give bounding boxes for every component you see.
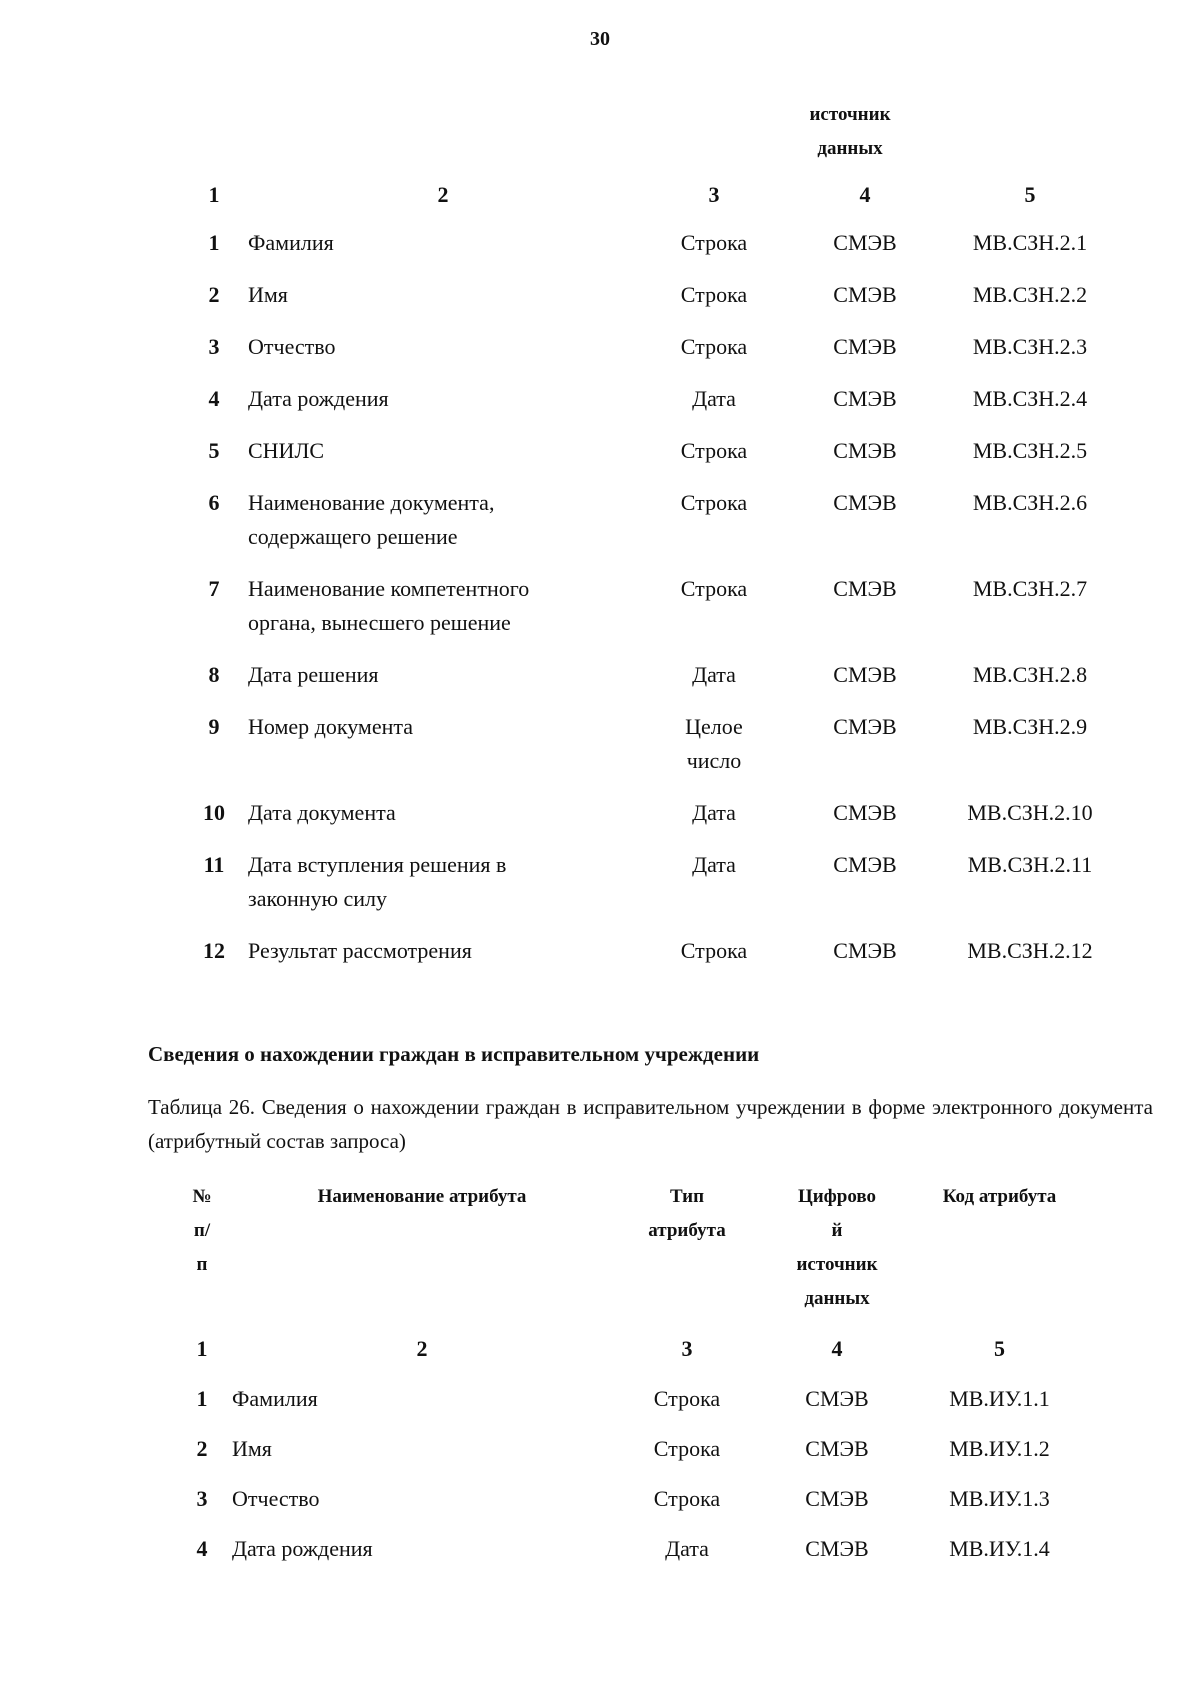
table-row (180, 796, 1120, 848)
table1-colnum-1: 1 (208, 182, 220, 207)
row-number-cell: 12 (203, 938, 225, 963)
data-source-cell: СМЭВ (805, 1436, 869, 1461)
row-number-cell: 10 (203, 800, 225, 825)
table2-header-type: Тип атрибута (648, 1186, 726, 1241)
data-source-cell: СМЭВ (833, 438, 897, 463)
attribute-type-cell: Дата (692, 386, 736, 411)
row-number-cell: 11 (203, 852, 225, 877)
table2-colnum-1: 1 (196, 1336, 208, 1361)
attribute-code-cell: МВ.СЗН.2.5 (972, 438, 1088, 463)
data-source-cell: СМЭВ (833, 852, 897, 877)
attribute-name-cell: Имя (248, 282, 288, 307)
table1-colnum-2: 2 (437, 182, 449, 207)
attribute-type-cell: Строка (680, 438, 748, 463)
section-heading: Сведения о нахождении граждан в исправительном учреждении (148, 1042, 760, 1066)
attribute-type-cell: Дата (665, 1536, 709, 1561)
table-row (172, 1482, 1087, 1532)
table1-body (180, 178, 1120, 986)
attribute-code-cell: МВ.СЗН.2.7 (972, 576, 1088, 601)
table1-colnum-4: 4 (859, 182, 871, 207)
attribute-type-cell: Дата (692, 800, 736, 825)
attribute-name-cell: Фамилия (232, 1386, 318, 1411)
data-source-cell: СМЭВ (833, 938, 897, 963)
row-number-cell: 9 (208, 714, 220, 739)
attribute-code-cell: МВ.ИУ.1.4 (949, 1536, 1050, 1561)
attribute-name-cell: СНИЛС (248, 438, 325, 463)
attribute-code-cell: МВ.СЗН.2.9 (972, 714, 1088, 739)
attribute-name-cell: Имя (232, 1436, 272, 1461)
table2-body (172, 1180, 1087, 1582)
attribute-code-cell: МВ.СЗН.2.8 (972, 662, 1088, 687)
row-number-cell: 6 (208, 490, 220, 515)
table-row (180, 226, 1120, 278)
attribute-name-cell: Дата решения (248, 662, 379, 687)
table-row (180, 658, 1120, 710)
table2-header-row (172, 1180, 1087, 1332)
attribute-type-cell: Строка (680, 334, 748, 359)
table-row (180, 434, 1120, 486)
table1-colnum-3: 3 (708, 182, 720, 207)
attribute-code-cell: МВ.СЗН.2.6 (972, 490, 1088, 515)
attribute-type-cell: Строка (680, 490, 748, 515)
attribute-code-cell: МВ.СЗН.2.3 (972, 334, 1088, 359)
row-number-cell: 8 (208, 662, 220, 687)
table-row (180, 382, 1120, 434)
table2-header-name: Наименование атрибута (317, 1186, 527, 1207)
data-source-cell: СМЭВ (805, 1536, 869, 1561)
data-source-cell: СМЭВ (833, 662, 897, 687)
data-source-cell: СМЭВ (833, 800, 897, 825)
attribute-type-cell: Целое число (685, 714, 743, 773)
attribute-name-cell: Дата рождения (248, 386, 389, 411)
table1-header-source-tail: источник данных (809, 104, 891, 159)
row-number-cell: 2 (208, 282, 220, 307)
table1-colnum-5: 5 (1024, 182, 1036, 207)
row-number-cell: 1 (208, 230, 220, 255)
attribute-code-cell: МВ.ИУ.1.1 (949, 1386, 1050, 1411)
attribute-code-cell: МВ.СЗН.2.1 (972, 230, 1088, 255)
attribute-type-cell: Строка (653, 1486, 721, 1511)
row-number-cell: 2 (196, 1436, 208, 1461)
attribute-code-cell: МВ.СЗН.2.10 (967, 800, 1093, 825)
attribute-type-cell: Строка (680, 576, 748, 601)
attribute-name-cell: Отчество (232, 1486, 320, 1511)
attribute-code-cell: МВ.СЗН.2.2 (972, 282, 1088, 307)
attribute-type-cell: Строка (653, 1386, 721, 1411)
attribute-name-cell: Дата вступления решения в законную силу (248, 852, 507, 911)
table-row (180, 278, 1120, 330)
attribute-name-cell: Наименование документа, содержащего решение (248, 490, 495, 549)
table2-header-code: Код атрибута (942, 1186, 1057, 1207)
attribute-type-cell: Строка (680, 282, 748, 307)
data-source-cell: СМЭВ (833, 230, 897, 255)
table1-column-numbers-row (180, 178, 1120, 226)
attributes-table-1 (180, 178, 1120, 986)
data-source-cell: СМЭВ (833, 576, 897, 601)
attribute-type-cell: Дата (692, 852, 736, 877)
row-number-cell: 4 (196, 1536, 208, 1561)
page-number: 30 (590, 28, 610, 50)
table-row (180, 934, 1120, 986)
attribute-code-cell: МВ.СЗН.2.11 (967, 852, 1093, 877)
table-row (180, 848, 1120, 934)
attribute-name-cell: Результат рассмотрения (248, 938, 472, 963)
table-row (180, 572, 1120, 658)
attribute-name-cell: Дата документа (248, 800, 396, 825)
data-source-cell: СМЭВ (833, 386, 897, 411)
row-number-cell: 7 (208, 576, 220, 601)
attributes-table-2 (172, 1180, 1087, 1582)
table2-header-number: № п/ п (192, 1186, 212, 1275)
table2-colnum-3: 3 (681, 1336, 693, 1361)
row-number-cell: 4 (208, 386, 220, 411)
table2-column-numbers-row (172, 1332, 1087, 1382)
row-number-cell: 3 (208, 334, 220, 359)
attribute-type-cell: Строка (680, 230, 748, 255)
attribute-code-cell: МВ.СЗН.2.12 (967, 938, 1093, 963)
table-row (180, 710, 1120, 796)
data-source-cell: СМЭВ (805, 1386, 869, 1411)
attribute-type-cell: Строка (653, 1436, 721, 1461)
row-number-cell: 5 (208, 438, 220, 463)
attribute-code-cell: МВ.ИУ.1.2 (949, 1436, 1050, 1461)
row-number-cell: 1 (196, 1386, 208, 1411)
table2-header-source: Цифрово й источник данных (796, 1186, 878, 1309)
table2-colnum-2: 2 (416, 1336, 428, 1361)
attribute-name-cell: Отчество (248, 334, 336, 359)
attribute-type-cell: Строка (680, 938, 748, 963)
table-row (172, 1382, 1087, 1432)
data-source-cell: СМЭВ (805, 1486, 869, 1511)
attribute-code-cell: МВ.ИУ.1.3 (949, 1486, 1050, 1511)
attribute-name-cell: Номер документа (248, 714, 414, 739)
attribute-code-cell: МВ.СЗН.2.4 (972, 386, 1088, 411)
table2-caption: Таблица 26. Сведения о нахождении граждан в исправительном учреждении в форме электронного документа (атрибутный состав запроса) (148, 1095, 1153, 1153)
attribute-name-cell: Наименование компетентного органа, вынесшего решение (248, 576, 530, 635)
table2-colnum-4: 4 (831, 1336, 843, 1361)
table-row (180, 330, 1120, 382)
table-row (180, 486, 1120, 572)
table-row (172, 1432, 1087, 1482)
attribute-type-cell: Дата (692, 662, 736, 687)
row-number-cell: 3 (196, 1486, 208, 1511)
data-source-cell: СМЭВ (833, 334, 897, 359)
table2-colnum-5: 5 (994, 1336, 1005, 1361)
data-source-cell: СМЭВ (833, 282, 897, 307)
data-source-cell: СМЭВ (833, 714, 897, 739)
attribute-name-cell: Дата рождения (232, 1536, 373, 1561)
data-source-cell: СМЭВ (833, 490, 897, 515)
table-row (172, 1532, 1087, 1582)
attribute-name-cell: Фамилия (248, 230, 334, 255)
